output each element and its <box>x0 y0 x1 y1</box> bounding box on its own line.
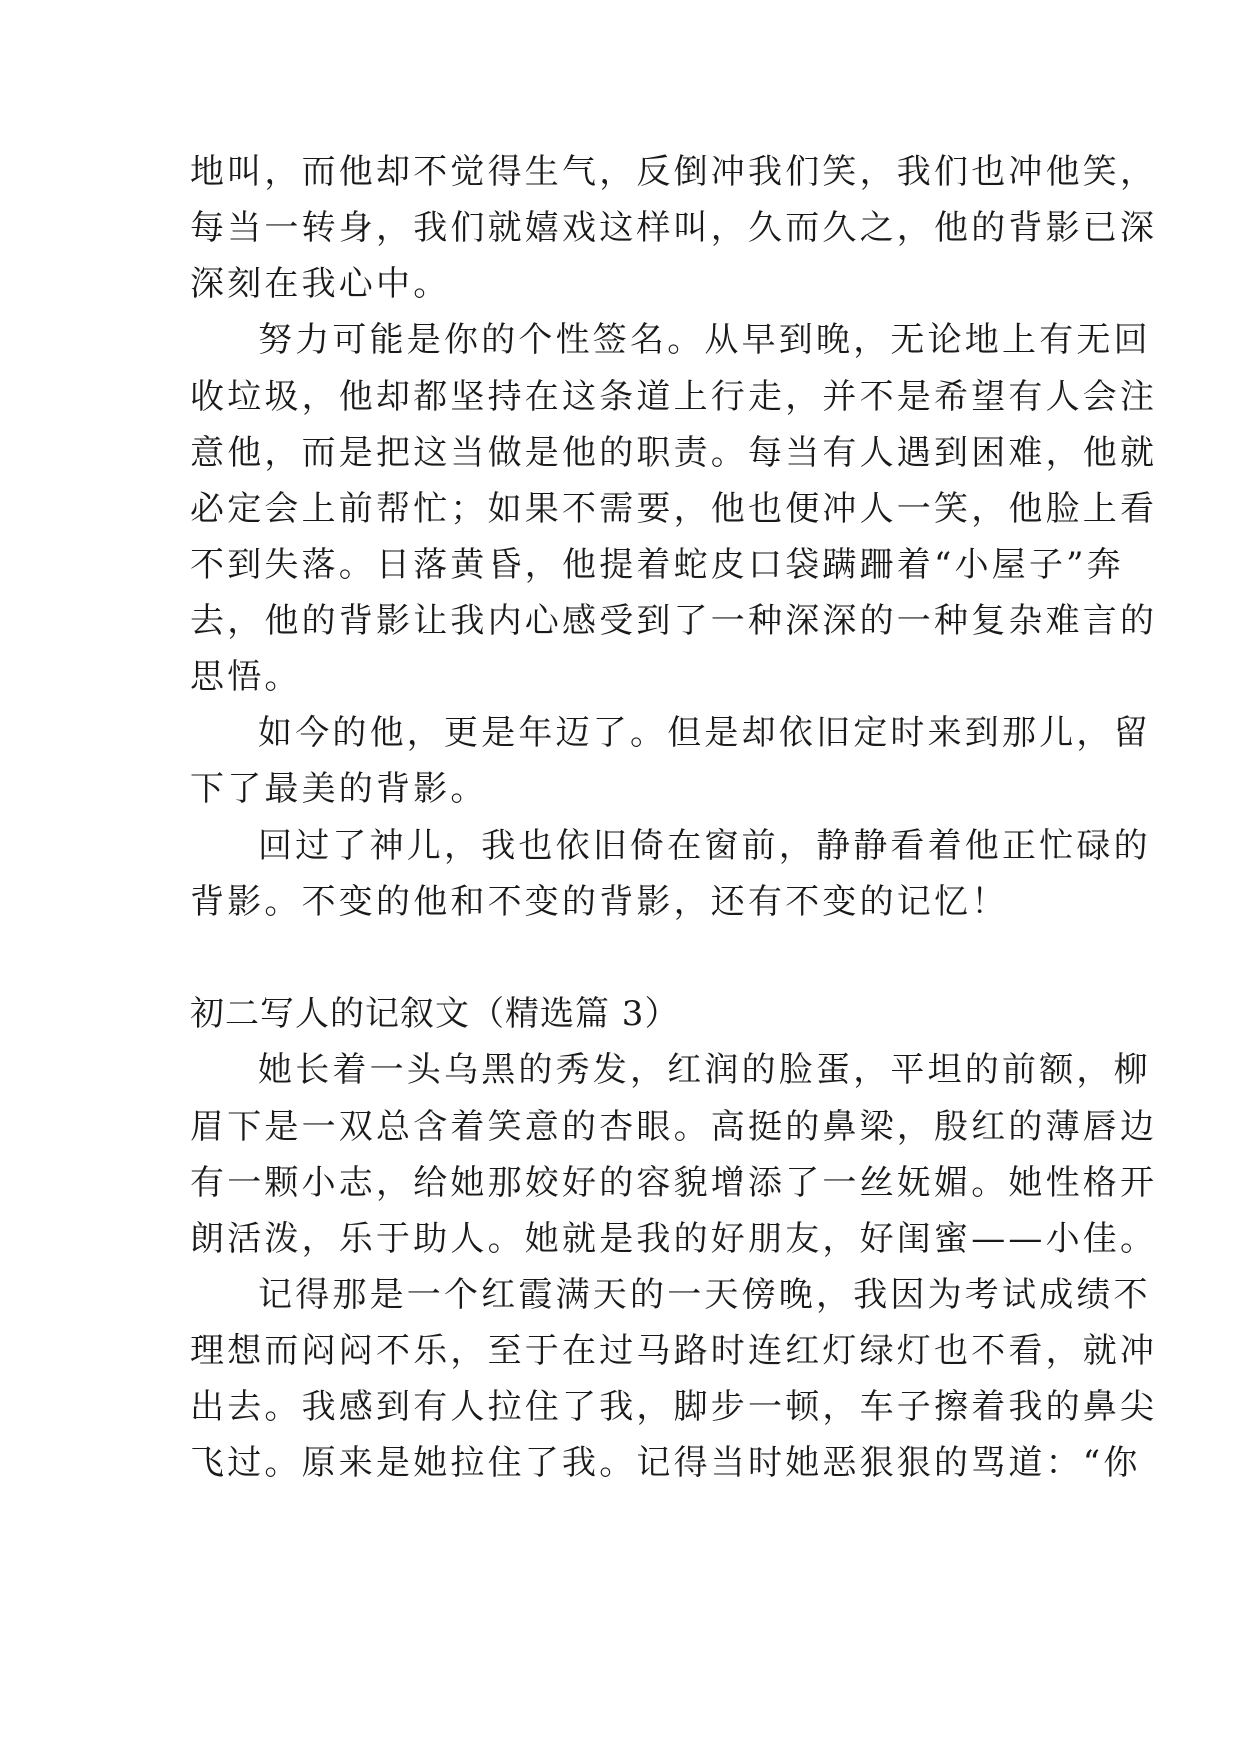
text-line: 每当一转身，我们就嬉戏这样叫，久而久之，他的背影已深 <box>190 208 1158 248</box>
text-line: 收垃圾，他却都坚持在这条道上行走，并不是希望有人会注 <box>190 377 1158 417</box>
text-line: 她长着一头乌黑的秀发，红润的脸蛋，平坦的前额，柳 <box>258 1050 1151 1090</box>
text-line: 努力可能是你的个性签名。从早到晚，无论地上有无回 <box>258 320 1151 360</box>
text-line: 深刻在我心中。 <box>190 264 451 304</box>
text-line: 有一颗小志，给她那姣好的容貌增添了一丝妩媚。她性格开 <box>190 1163 1158 1203</box>
text-line: 飞过。原来是她拉住了我。记得当时她恶狠狠的骂道：“你 <box>190 1443 1141 1483</box>
text-line: 背影。不变的他和不变的背影，还有不变的记忆！ <box>190 882 1009 922</box>
text-line: 去，他的背影让我内心感受到了一种深深的一种复杂难言的 <box>190 601 1158 641</box>
text-line: 理想而闷闷不乐，至于在过马路时连红灯绿灯也不看，就冲 <box>190 1331 1158 1371</box>
text-line: 眉下是一双总含着笑意的杏眼。高挺的鼻梁，殷红的薄唇边 <box>190 1107 1158 1147</box>
text-line: 如今的他，更是年迈了。但是却依旧定时来到那儿，留 <box>258 713 1151 753</box>
text-line: 地叫，而他却不觉得生气，反倒冲我们笑，我们也冲他笑， <box>190 152 1158 192</box>
text-line: 回过了神儿，我也依旧倚在窗前，静静看着他正忙碌的 <box>258 826 1151 866</box>
section-heading: 初二写人的记叙文（精选篇 3） <box>190 994 680 1034</box>
text-line: 下了最美的背影。 <box>190 769 488 809</box>
text-line: 出去。我感到有人拉住了我，脚步一顿，车子擦着我的鼻尖 <box>190 1387 1158 1427</box>
text-line: 必定会上前帮忙；如果不需要，他也便冲人一笑，他脸上看 <box>190 489 1158 529</box>
text-line: 记得那是一个红霞满天的一天傍晚，我因为考试成绩不 <box>258 1275 1151 1315</box>
text-line: 不到失落。日落黄昏，他提着蛇皮口袋蹒跚着“小屋子”奔 <box>190 545 1124 585</box>
text-line: 思悟。 <box>190 657 302 697</box>
text-line: 意他，而是把这当做是他的职责。每当有人遇到困难，他就 <box>190 433 1158 473</box>
text-line: 朗活泼，乐于助人。她就是我的好朋友，好闺蜜——小佳。 <box>190 1219 1158 1259</box>
